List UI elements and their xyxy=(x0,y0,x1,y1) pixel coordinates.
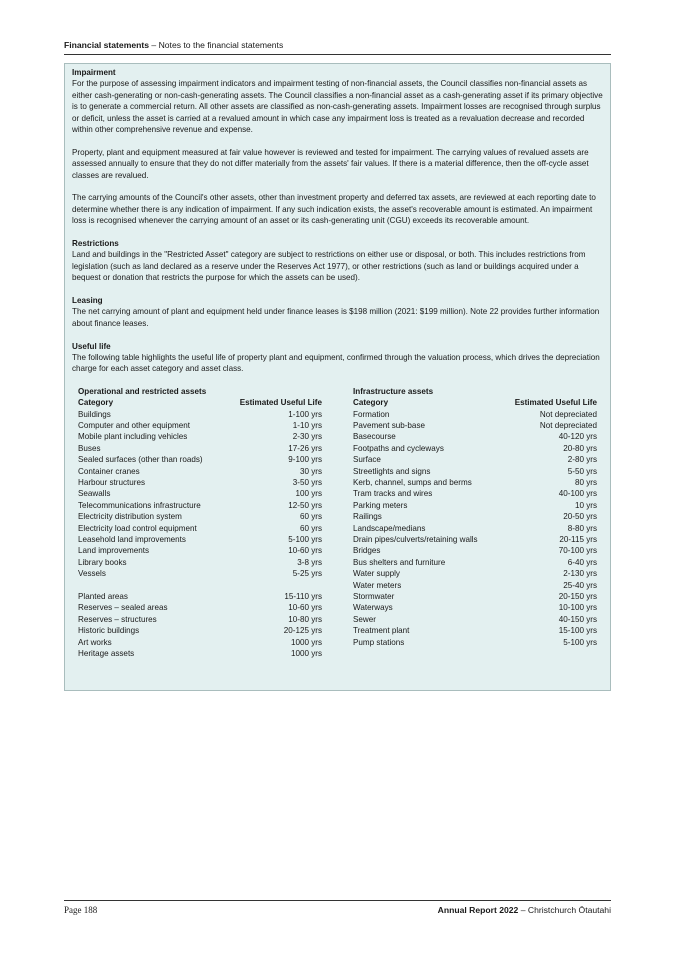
section-paragraph: For the purpose of assessing impairment indicators and impairment testing of non-financial assets, the Council classifies non-financial assets as either cash-generating or non-cash-generating assets. The Council classifies a non-financial asset as a cash-generating asset if its primary objective is to generate a commercial return. All other assets are classified as non-cash-generating assets. Impairment losses are recognised through surplus or deficit, unless the asset is carried at a revalued amount in which case any impairment loss is treated as a revaluation decrease and recorded within other comprehensive revenue and expense. xyxy=(72,79,603,135)
infrastructure-assets-table xyxy=(353,386,597,659)
category-cell: Pump stations xyxy=(353,637,405,647)
table-row xyxy=(78,477,322,488)
useful-life-cell: 8-80 yrs xyxy=(567,523,597,533)
section-paragraph: The net carrying amount of plant and equipment held under finance leases is $198 million (2021: $199 million). Note 22 provides further information about finance leases. xyxy=(72,307,600,328)
table-row xyxy=(78,648,322,659)
category-cell: Seawalls xyxy=(78,489,111,499)
category-cell: Heritage assets xyxy=(78,648,135,658)
category-cell: Electricity distribution system xyxy=(78,512,182,522)
report-city: – Christchurch Ōtautahi xyxy=(518,905,611,915)
table-row xyxy=(353,443,597,454)
table-header-row xyxy=(78,397,322,408)
table-row xyxy=(353,602,597,613)
category-cell: Computer and other equipment xyxy=(78,421,191,431)
category-cell: Planted areas xyxy=(78,591,128,601)
useful-life-cell: 1-100 yrs xyxy=(288,409,322,419)
category-cell: Footpaths and cycleways xyxy=(353,443,444,453)
useful-life-cell: 10-80 yrs xyxy=(288,614,322,624)
table-row xyxy=(78,523,322,534)
useful-life-cell: 80 yrs xyxy=(574,478,597,488)
category-cell: Pavement sub-base xyxy=(353,421,425,431)
table-row xyxy=(78,625,322,636)
category-cell: Water supply xyxy=(353,569,400,579)
useful-life-cell: Not depreciated xyxy=(539,409,597,419)
section-title: Restrictions xyxy=(72,239,119,249)
section-title: Leasing xyxy=(72,296,103,306)
useful-life-cell: 5-100 yrs xyxy=(563,637,597,647)
category-cell: Historic buildings xyxy=(78,626,140,636)
header-section: Financial statements xyxy=(64,40,150,50)
running-header xyxy=(64,40,611,55)
useful-life-cell: 10 yrs xyxy=(574,500,597,510)
table-row xyxy=(78,420,322,431)
table-row xyxy=(78,488,322,499)
useful-life-cell: 100 yrs xyxy=(295,489,322,499)
category-cell: Waterways xyxy=(353,603,393,613)
table-row xyxy=(78,454,322,465)
category-cell: Buses xyxy=(78,443,101,453)
column-header-useful-life: Estimated Useful Life xyxy=(239,398,322,408)
header-subtitle: – Notes to the financial statements xyxy=(149,40,284,50)
column-header-category: Category xyxy=(353,398,389,408)
useful-life-cell: 6-40 yrs xyxy=(567,557,597,567)
useful-life-cell: 10-60 yrs xyxy=(288,546,322,556)
notes-panel xyxy=(64,63,611,691)
table-row xyxy=(353,477,597,488)
category-cell: Art works xyxy=(78,637,112,647)
category-cell: Vessels xyxy=(78,569,106,579)
table-row xyxy=(353,637,597,648)
section-paragraph: Land and buildings in the "Restricted Asset" category are subject to restrictions on either use or disposal, or both. This includes restrictions from legislation (such as land declared as a reserve under the Reserves Act 1977), or other restrictions (such as land or buildings acquired under a bequest or donation that restricts the purpose for which the assets can be used). xyxy=(72,250,586,283)
category-cell: Formation xyxy=(353,409,390,419)
table-row xyxy=(78,534,322,545)
table-row xyxy=(353,545,597,556)
useful-life-cell: 15-100 yrs xyxy=(558,626,597,636)
useful-life-cell: 20-125 yrs xyxy=(283,626,322,636)
report-title xyxy=(438,905,611,915)
table-row xyxy=(78,545,322,556)
table-row xyxy=(78,466,322,477)
useful-life-cell: 2-30 yrs xyxy=(292,432,322,442)
category-cell: Water meters xyxy=(353,580,402,590)
table-row xyxy=(78,568,322,579)
category-cell: Streetlights and signs xyxy=(353,466,431,476)
table-row xyxy=(78,637,322,648)
category-cell: Landscape/medians xyxy=(353,523,426,533)
table-row xyxy=(353,568,597,579)
useful-life-cell: 5-100 yrs xyxy=(288,534,322,544)
table-row xyxy=(353,557,597,568)
useful-life-cell: 5-25 yrs xyxy=(292,569,322,579)
table-row xyxy=(353,488,597,499)
table-row xyxy=(353,511,597,522)
useful-life-cell: 2-80 yrs xyxy=(567,455,597,465)
category-cell: Electricity load control equipment xyxy=(78,523,197,533)
category-cell: Surface xyxy=(353,455,381,465)
table-row xyxy=(78,511,322,522)
useful-life-cell: 25-40 yrs xyxy=(563,580,597,590)
table-header-row xyxy=(353,397,597,408)
column-header-category: Category xyxy=(78,398,114,408)
useful-life-cell: Not depreciated xyxy=(539,421,597,431)
useful-life-cell: 60 yrs xyxy=(299,512,322,522)
table-row xyxy=(353,500,597,511)
useful-life-tables xyxy=(72,386,603,659)
table-row xyxy=(78,431,322,442)
useful-life-cell: 20-115 yrs xyxy=(559,534,597,544)
useful-life-cell: 20-150 yrs xyxy=(558,591,597,601)
category-cell: Harbour structures xyxy=(78,478,146,488)
useful-life-cell: 30 yrs xyxy=(299,466,322,476)
useful-life-cell: 1000 yrs xyxy=(290,637,322,647)
useful-life-cell: 20-80 yrs xyxy=(563,443,597,453)
table-row xyxy=(353,431,597,442)
useful-life-cell: 12-50 yrs xyxy=(288,500,322,510)
operational-assets-table xyxy=(78,386,322,659)
category-cell: Parking meters xyxy=(353,500,408,510)
useful-life-cell: 3-8 yrs xyxy=(297,557,322,567)
category-cell: Library books xyxy=(78,557,127,567)
table-row xyxy=(78,557,322,568)
table-row xyxy=(353,580,597,591)
section-paragraph: The following table highlights the useful life of property plant and equipment, confirmed through the valuation process, which drives the depreciation charge for each asset category and asset class. xyxy=(72,353,600,374)
useful-life-cell: 40-120 yrs xyxy=(558,432,597,442)
category-cell: Kerb, channel, sumps and berms xyxy=(353,478,472,488)
useful-life-cell: 20-50 yrs xyxy=(563,512,597,522)
useful-life-cell: 9-100 yrs xyxy=(288,455,322,465)
table-row xyxy=(353,454,597,465)
useful-life-cell: 2-130 yrs xyxy=(563,569,597,579)
category-cell: Reserves – structures xyxy=(78,614,157,624)
section-title: Impairment xyxy=(72,68,116,77)
table-row xyxy=(78,580,322,591)
useful-life-cell: 1000 yrs xyxy=(290,648,322,658)
page-footer xyxy=(64,900,611,915)
table-row xyxy=(353,534,597,545)
useful-life-cell: 1-10 yrs xyxy=(292,421,322,431)
useful-life-cell: 10-60 yrs xyxy=(288,603,322,613)
section-title: Useful life xyxy=(72,341,111,351)
category-cell: Treatment plant xyxy=(353,626,410,636)
useful-life-cell: 60 yrs xyxy=(299,523,322,533)
category-cell: Land improvements xyxy=(78,546,150,556)
useful-life-cell: 15-110 yrs xyxy=(284,591,322,601)
table-row xyxy=(78,500,322,511)
table-row xyxy=(353,614,597,625)
report-name: Annual Report 2022 xyxy=(437,905,519,915)
table-row xyxy=(78,614,322,625)
section-paragraph: The carrying amounts of the Council's other assets, other than investment property and deferred tax assets, are reviewed at each reporting date to determine whether there is any indication of impairment. If any such indication exists, the asset's recoverable amount is estimated. An impairment loss is recognised whenever the carrying amount of an asset or its cash-generating unit (CGU) exceeds its recoverable amount. xyxy=(72,193,596,226)
sections-container xyxy=(72,67,603,375)
useful-life-cell: 3-50 yrs xyxy=(292,478,322,488)
page-number: Page 188 xyxy=(64,905,98,915)
table-row xyxy=(78,443,322,454)
table-row xyxy=(78,409,322,420)
table-row xyxy=(353,523,597,534)
category-cell: Container cranes xyxy=(78,466,140,476)
category-cell: Buildings xyxy=(78,409,111,419)
category-cell: Telecommunications infrastructure xyxy=(78,500,201,510)
category-cell: Sealed surfaces (other than roads) xyxy=(78,455,203,465)
category-cell: Leasehold land improvements xyxy=(78,534,186,544)
useful-life-cell: 17-26 yrs xyxy=(288,443,322,453)
useful-life-cell: 40-150 yrs xyxy=(558,614,597,624)
table-row xyxy=(353,625,597,636)
useful-life-cell: 40-100 yrs xyxy=(558,489,597,499)
section-paragraph: Property, plant and equipment measured at fair value however is reviewed and tested for impairment. The carrying values of revalued assets are assessed annually to ensure that they do not differ materially from the assets' fair values. If there is a material difference, then the off-cycle asset classes are revalued. xyxy=(72,147,589,180)
table-title: Infrastructure assets xyxy=(353,386,434,396)
table-title: Operational and restricted assets xyxy=(78,386,207,396)
category-cell: Bridges xyxy=(353,546,381,556)
useful-life-cell: 70-100 yrs xyxy=(558,546,597,556)
category-cell: Stormwater xyxy=(353,591,395,601)
category-cell: Bus shelters and furniture xyxy=(353,557,446,567)
category-cell: Reserves – sealed areas xyxy=(78,603,168,613)
category-cell: Tram tracks and wires xyxy=(353,489,433,499)
category-cell: Mobile plant including vehicles xyxy=(78,432,188,442)
category-cell: Railings xyxy=(353,512,382,522)
table-row xyxy=(353,420,597,431)
useful-life-cell: 5-50 yrs xyxy=(567,466,597,476)
table-row xyxy=(78,602,322,613)
category-cell: Sewer xyxy=(353,614,376,624)
category-cell: Drain pipes/culverts/retaining walls xyxy=(353,534,478,544)
category-cell: Basecourse xyxy=(353,432,396,442)
table-row xyxy=(78,591,322,602)
table-row xyxy=(353,409,597,420)
useful-life-cell: 10-100 yrs xyxy=(558,603,597,613)
table-row xyxy=(353,466,597,477)
column-header-useful-life: Estimated Useful Life xyxy=(514,398,597,408)
table-row xyxy=(353,591,597,602)
